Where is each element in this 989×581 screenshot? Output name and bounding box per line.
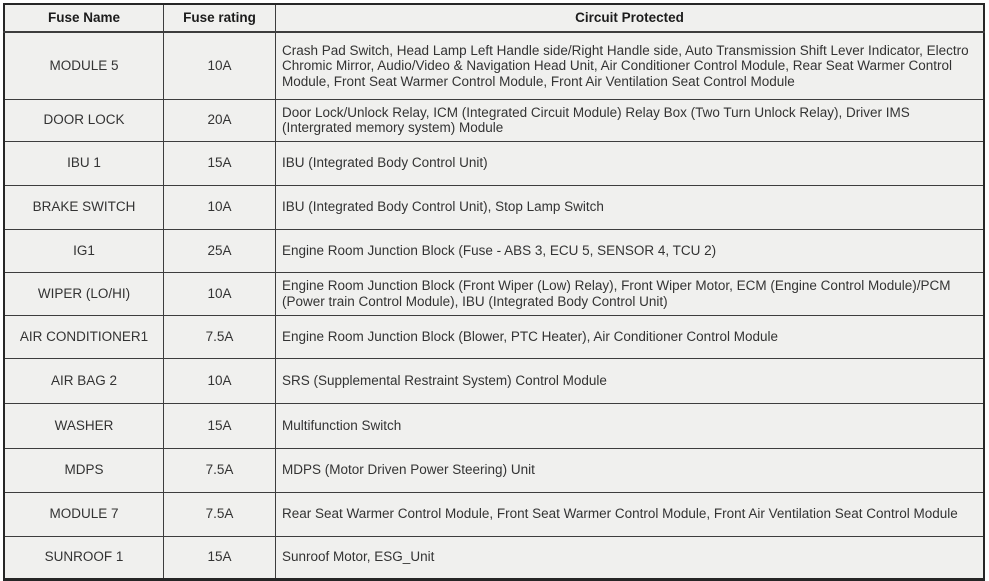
col-header-fuse-rating: Fuse rating bbox=[164, 4, 276, 32]
table-row bbox=[4, 229, 984, 272]
fuse-name-cell: MDPS bbox=[4, 448, 164, 492]
fuse-table bbox=[3, 3, 985, 581]
table-row bbox=[4, 315, 984, 358]
circuit-cell: Sunroof Motor, ESG_Unit bbox=[276, 536, 985, 579]
fuse-rating-cell: 10A bbox=[164, 185, 276, 229]
header-row bbox=[4, 4, 984, 32]
table-row bbox=[4, 448, 984, 492]
circuit-cell: Engine Room Junction Block (Fuse - ABS 3, ECU 5, SENSOR 4, TCU 2) bbox=[276, 229, 985, 272]
fuse-name-cell: SUNROOF 1 bbox=[4, 536, 164, 579]
table-row bbox=[4, 185, 984, 229]
fuse-rating-cell: 10A bbox=[164, 32, 276, 99]
table-row bbox=[4, 141, 984, 185]
fuse-name-cell: AIR BAG 2 bbox=[4, 358, 164, 403]
fuse-table-page bbox=[3, 3, 985, 581]
fuse-rating-cell: 15A bbox=[164, 403, 276, 448]
table-row bbox=[4, 358, 984, 403]
circuit-cell: IBU (Integrated Body Control Unit) bbox=[276, 141, 985, 185]
circuit-cell: Crash Pad Switch, Head Lamp Left Handle side/Right Handle side, Auto Transmission Shift Lever Indicator, Electro Chromic Mirror, Audio/Video & Navigation Head Unit, Air Conditioner Control Module, Rear Seat Warmer Control Module, Front Seat Warmer Control Module, Front Air Ventilation Seat Control Module bbox=[276, 32, 985, 99]
fuse-name-cell: IG1 bbox=[4, 229, 164, 272]
fuse-rating-cell: 7.5A bbox=[164, 448, 276, 492]
fuse-name-cell: AIR CONDITIONER1 bbox=[4, 315, 164, 358]
table-row bbox=[4, 536, 984, 579]
fuse-name-cell: IBU 1 bbox=[4, 141, 164, 185]
fuse-rating-cell: 10A bbox=[164, 272, 276, 315]
circuit-cell: SRS (Supplemental Restraint System) Control Module bbox=[276, 358, 985, 403]
fuse-table-body bbox=[4, 32, 984, 579]
col-header-fuse-name: Fuse Name bbox=[4, 4, 164, 32]
table-row bbox=[4, 99, 984, 141]
fuse-rating-cell: 7.5A bbox=[164, 315, 276, 358]
fuse-rating-cell: 10A bbox=[164, 358, 276, 403]
fuse-rating-cell: 20A bbox=[164, 99, 276, 141]
circuit-cell: IBU (Integrated Body Control Unit), Stop Lamp Switch bbox=[276, 185, 985, 229]
fuse-rating-cell: 25A bbox=[164, 229, 276, 272]
fuse-name-cell: BRAKE SWITCH bbox=[4, 185, 164, 229]
circuit-cell: Engine Room Junction Block (Blower, PTC Heater), Air Conditioner Control Module bbox=[276, 315, 985, 358]
fuse-name-cell: WASHER bbox=[4, 403, 164, 448]
col-header-circuit-protected: Circuit Protected bbox=[276, 4, 985, 32]
circuit-cell: MDPS (Motor Driven Power Steering) Unit bbox=[276, 448, 985, 492]
fuse-table-header bbox=[4, 4, 984, 32]
table-row bbox=[4, 272, 984, 315]
fuse-name-cell: DOOR LOCK bbox=[4, 99, 164, 141]
table-row bbox=[4, 403, 984, 448]
table-row bbox=[4, 492, 984, 536]
circuit-cell: Multifunction Switch bbox=[276, 403, 985, 448]
fuse-name-cell: MODULE 5 bbox=[4, 32, 164, 99]
fuse-name-cell: MODULE 7 bbox=[4, 492, 164, 536]
circuit-cell: Door Lock/Unlock Relay, ICM (Integrated Circuit Module) Relay Box (Two Turn Unlock Relay), Driver IMS (Intergrated memory system) Module bbox=[276, 99, 985, 141]
fuse-name-cell: WIPER (LO/HI) bbox=[4, 272, 164, 315]
fuse-rating-cell: 15A bbox=[164, 141, 276, 185]
table-row bbox=[4, 32, 984, 99]
fuse-rating-cell: 7.5A bbox=[164, 492, 276, 536]
fuse-rating-cell: 15A bbox=[164, 536, 276, 579]
circuit-cell: Rear Seat Warmer Control Module, Front Seat Warmer Control Module, Front Air Ventilation Seat Control Module bbox=[276, 492, 985, 536]
circuit-cell: Engine Room Junction Block (Front Wiper (Low) Relay), Front Wiper Motor, ECM (Engine Control Module)/PCM (Power train Control Module), IBU (Integrated Body Control Unit) bbox=[276, 272, 985, 315]
